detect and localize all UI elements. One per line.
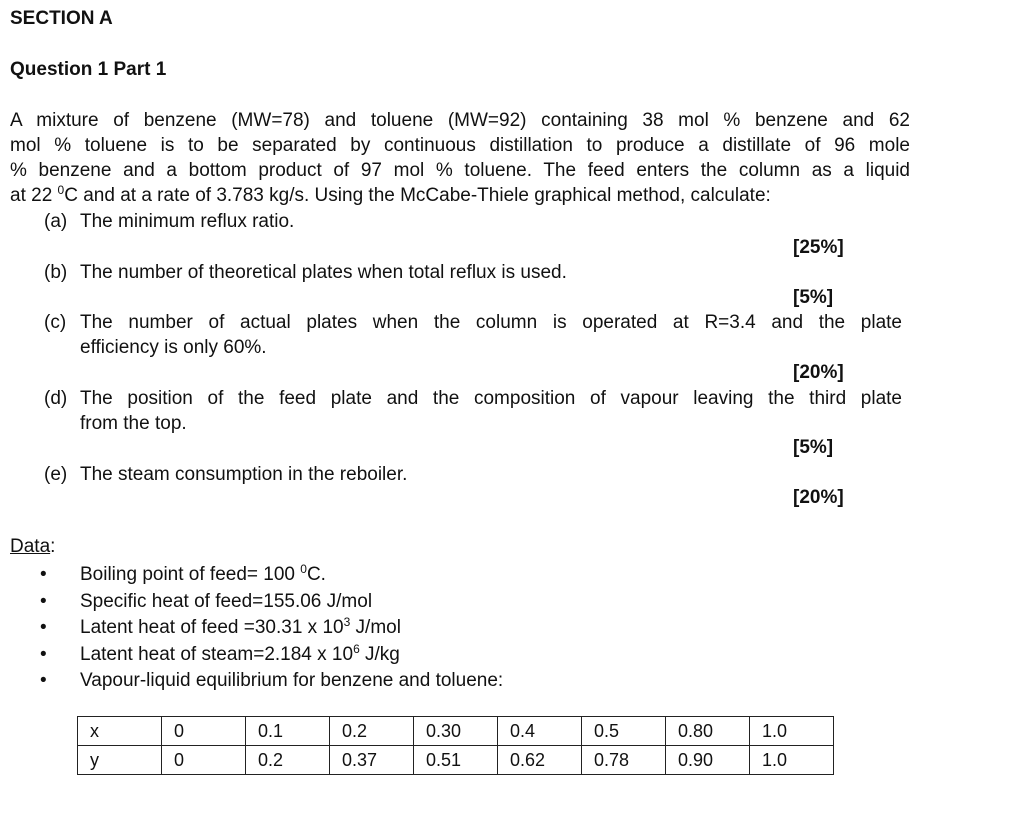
table-cell: 0.1 (246, 717, 330, 746)
table-cell: 0.4 (498, 717, 582, 746)
part-text: The steam consumption in the reboiler. (80, 464, 408, 485)
list-item: • Boiling point of feed= 100 $^0$C. (40, 562, 503, 589)
question-heading: Question 1 Part 1 (10, 59, 167, 80)
bullet-icon: • (40, 617, 47, 638)
table-cell: 0.5 (582, 717, 666, 746)
marks-b: [5%] (793, 287, 834, 308)
table-cell: 0.2 (330, 717, 414, 746)
table-cell: 0.37 (330, 746, 414, 775)
bullet-icon: • (40, 564, 47, 585)
section-heading: SECTION A (10, 8, 113, 29)
data-heading: Data: (10, 536, 56, 557)
table-cell: 0 (162, 746, 246, 775)
part-text: The number of actual plates when the column is operated at R=3.4 and the plate (80, 312, 902, 333)
part-label: (a) (44, 211, 68, 232)
marks-e: [20%] (793, 487, 844, 508)
data-list (40, 562, 503, 695)
part-text: from the top. (80, 413, 187, 434)
bullet-icon: • (40, 670, 47, 691)
list-item: • Latent heat of steam=2.184 x $10^6$ J/kg (40, 642, 503, 669)
part-text: The position of the feed plate and the composition of vapour leaving the third plate (80, 388, 902, 409)
bullet-icon: • (40, 643, 47, 665)
part-text: The minimum reflux ratio. (80, 211, 295, 232)
table-cell: 0.30 (414, 717, 498, 746)
degree-superscript: 0 (57, 183, 65, 197)
part-label: (e) (44, 464, 68, 485)
table-cell: 1.0 (750, 746, 834, 775)
vle-table (77, 716, 834, 775)
part-text: The number of theoretical plates when total reflux is used. (80, 262, 567, 283)
marks-d: [5%] (793, 437, 834, 458)
table-row (78, 746, 834, 775)
list-item: • Vapour-liquid equilibrium for benzene and toluene: (40, 668, 503, 695)
table-cell: x (78, 717, 162, 746)
problem-line: A mixture of benzene (MW=78) and toluene (MW=92) containing 38 mol % benzene and 62 (10, 110, 910, 131)
table-cell: 0.62 (498, 746, 582, 775)
list-item: • Specific heat of feed=155.06 J/mol (40, 589, 503, 616)
part-label: (c) (44, 312, 67, 333)
marks-c: [20%] (793, 362, 844, 383)
part-label: (d) (44, 388, 68, 409)
table-cell: 0.80 (666, 717, 750, 746)
bullet-icon: • (40, 590, 47, 612)
table-cell: 0.2 (246, 746, 330, 775)
table-row (78, 717, 834, 746)
table-cell: 0.78 (582, 746, 666, 775)
problem-line: % benzene and a bottom product of 97 mol % toluene. The feed enters the column as a liquid (10, 160, 910, 181)
table-cell: 1.0 (750, 717, 834, 746)
part-label: (b) (44, 262, 68, 283)
problem-statement (10, 108, 910, 208)
problem-line: at 22 $^0$C and at a rate of 3.783 kg/s. Using the McCabe-Thiele graphical method, calculate: (10, 183, 771, 206)
table-cell: 0 (162, 717, 246, 746)
marks-a: [25%] (793, 237, 844, 258)
list-item: • Latent heat of feed =30.31 x $10^3$ J/mol (40, 615, 503, 642)
problem-line: mol % toluene is to be separated by continuous distillation to produce a distillate of 96 mole (10, 135, 910, 156)
part-text: efficiency is only 60%. (80, 337, 267, 358)
table-cell: 0.51 (414, 746, 498, 775)
table-cell: 0.90 (666, 746, 750, 775)
table-cell: y (78, 746, 162, 775)
